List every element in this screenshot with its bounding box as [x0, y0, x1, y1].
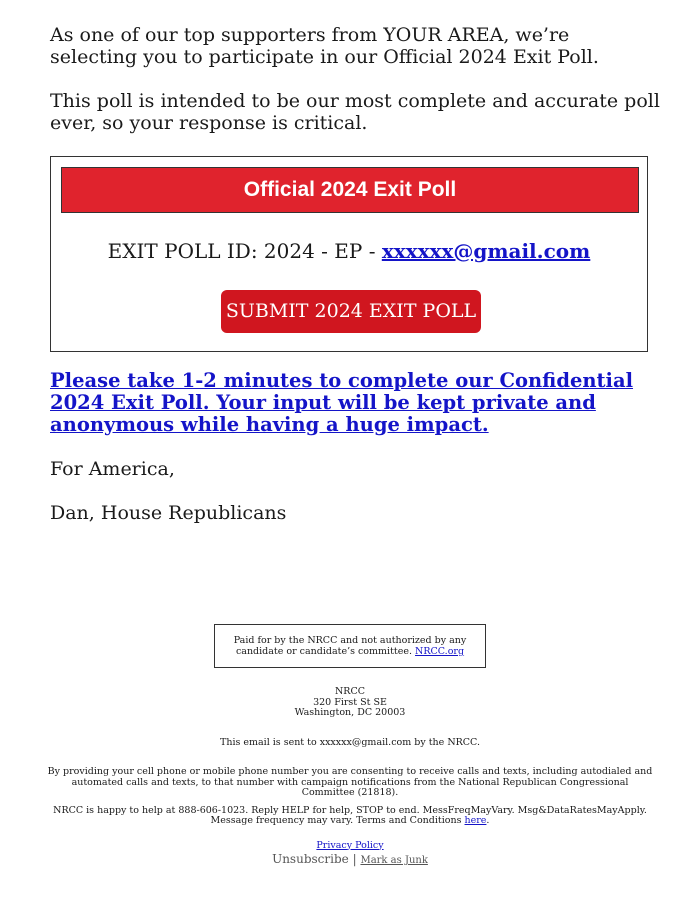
- nrcc-org-link[interactable]: NRCC.org: [415, 646, 465, 657]
- separator: |: [352, 852, 357, 866]
- unsubscribe-row: [0, 852, 700, 868]
- sms-consent-text: By providing your cell phone or mobile phone number you are consenting to receive calls and texts, including autodialed and automated calls and texts, to that number with campaign notifications from the National Republican Congressional Committee (21818).: [47, 766, 653, 798]
- privacy-policy-link[interactable]: Privacy Policy: [316, 839, 384, 851]
- paid-for-text: Paid for by the NRCC and not authorized by any candidate or candidate’s committee.: [233, 635, 467, 657]
- intro-paragraph: As one of our top supporters from YOUR AREA, we’re selecting you to participate in our Official 2024 Exit Poll.: [50, 24, 599, 68]
- unsubscribe-link[interactable]: Unsubscribe: [272, 852, 349, 866]
- address-city: Washington, DC 20003: [294, 707, 406, 718]
- help-text: NRCC is happy to help at 888-606-1023. Reply HELP for help, STOP to end. MessFreqMayVary. Msg&DataRatesMayApply. Message frequency may vary. Terms and Conditions: [53, 804, 647, 826]
- paid-for-disclaimer: [214, 624, 486, 668]
- poll-id-line: [51, 239, 647, 263]
- exit-poll-box: [50, 156, 648, 352]
- closing-text: For America,: [50, 458, 175, 480]
- mailing-address: [0, 687, 700, 719]
- poll-id-email-link[interactable]: xxxxxx@gmail.com: [381, 239, 591, 263]
- second-paragraph: This poll is intended to be our most complete and accurate poll ever, so your response is critical.: [50, 90, 660, 134]
- signature: Dan, House Republicans: [50, 502, 287, 524]
- address-street: 320 First St SE: [313, 696, 387, 708]
- mark-as-junk-link[interactable]: Mark as Junk: [360, 855, 428, 866]
- privacy-row: [0, 841, 700, 852]
- sent-to-notice: This email is sent to xxxxxx@gmail.com by the NRCC.: [219, 736, 481, 748]
- poll-header: Official 2024 Exit Poll: [61, 167, 639, 213]
- terms-here-link[interactable]: here: [464, 815, 487, 826]
- poll-id-prefix: EXIT POLL ID: 2024 - EP -: [107, 239, 382, 263]
- email-body: [50, 24, 660, 524]
- address-name: NRCC: [334, 686, 365, 697]
- email-footer: [0, 624, 700, 868]
- submit-exit-poll-button[interactable]: SUBMIT 2024 EXIT POLL: [221, 290, 481, 333]
- complete-poll-link[interactable]: Please take 1-2 minutes to complete our Confidential 2024 Exit Poll. Your input will be kept private and anonymous while having a huge impact.: [50, 369, 634, 436]
- help-text-block: NRCC is happy to help at 888-606-1023. Reply HELP for help, STOP to end. MessFreqMayVary. Msg&DataRatesMayApply. Message frequency may vary. Terms and Conditions here.: [53, 804, 647, 826]
